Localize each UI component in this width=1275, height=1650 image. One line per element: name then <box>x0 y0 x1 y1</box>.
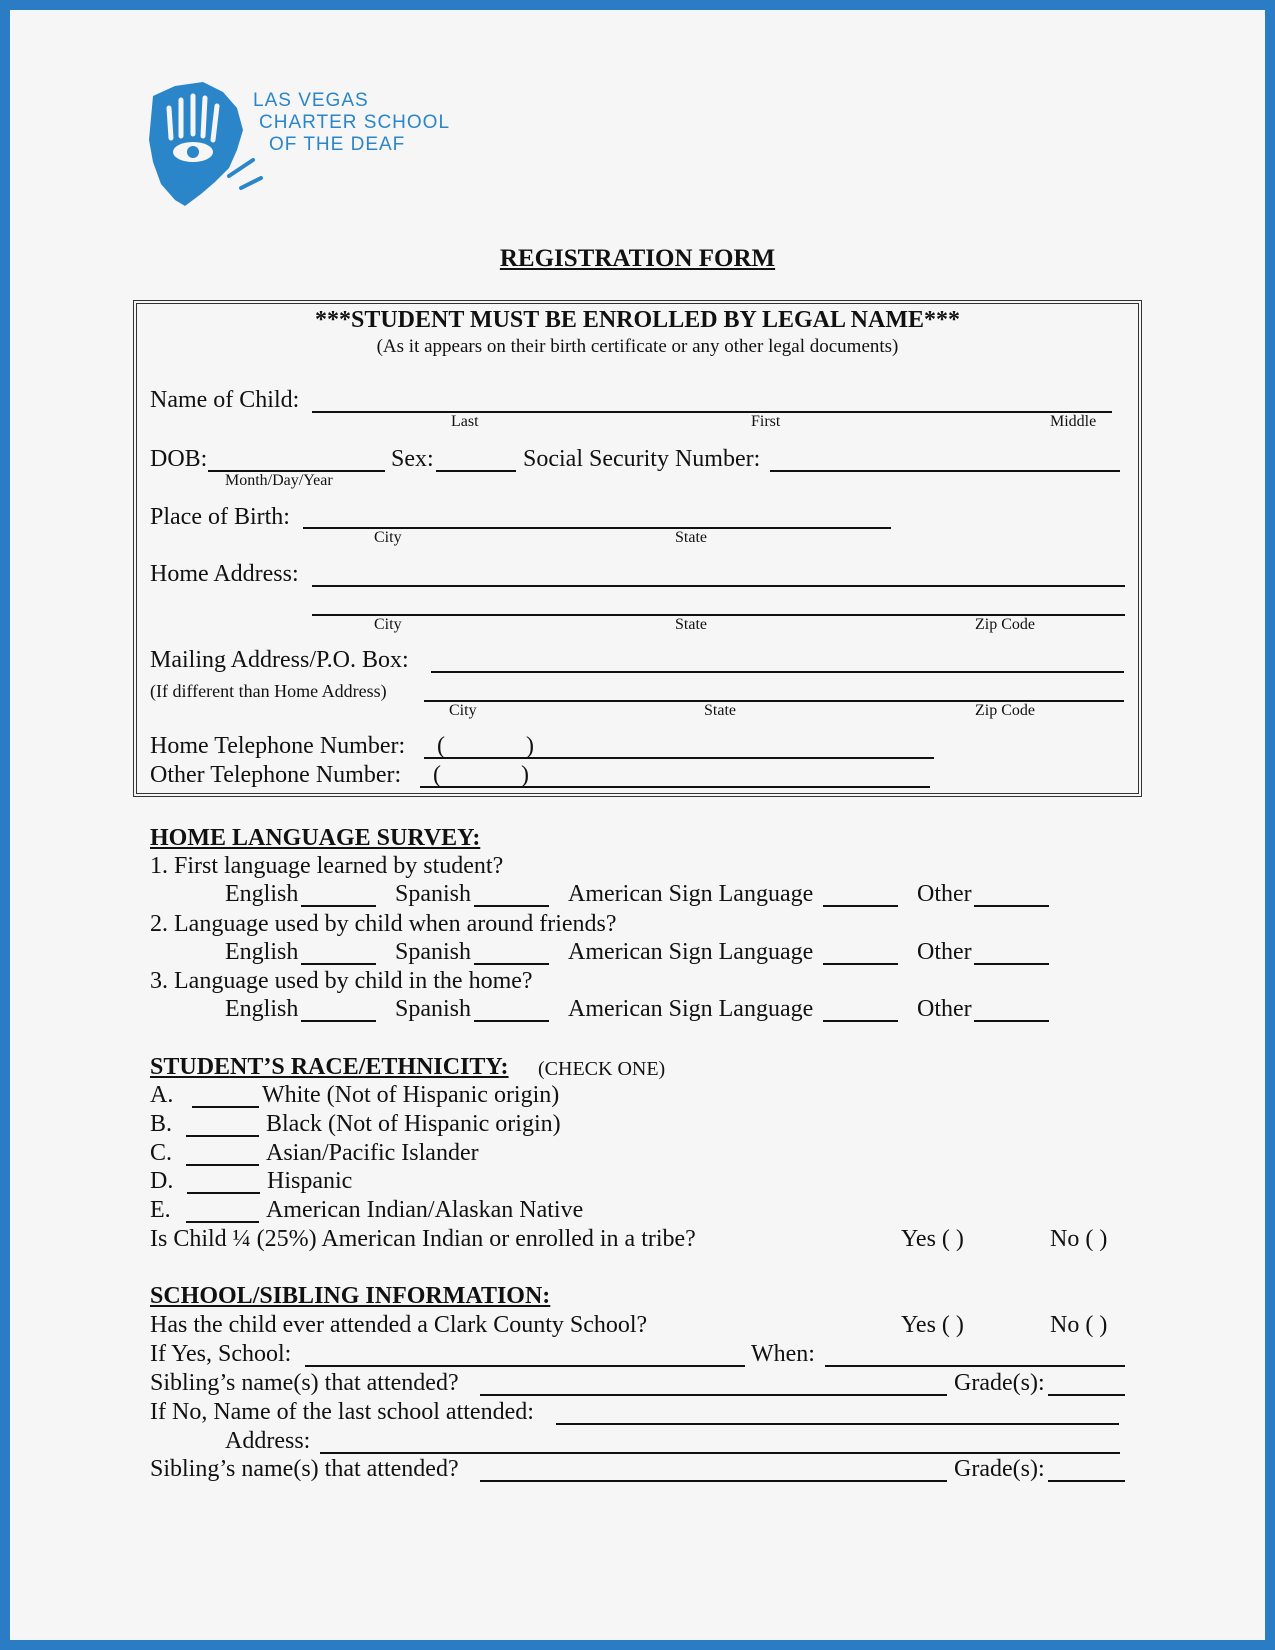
logo-line-2: CHARTER SCHOOL <box>259 112 451 133</box>
race-letter-a: A. <box>150 1082 174 1108</box>
logo-line-3: OF THE DEAF <box>269 134 406 155</box>
if-no-school-label: If No, Name of the last school attended: <box>150 1399 534 1425</box>
mailing-note: (If different than Home Address) <box>150 681 387 701</box>
last-caption: Last <box>451 413 479 430</box>
q1-spanish-blank[interactable] <box>474 905 549 907</box>
other-phone-paren-close: ) <box>521 762 529 788</box>
sibling-label-2: Sibling’s name(s) that attended? <box>150 1456 459 1482</box>
tribe-yes-option[interactable]: Yes ( ) <box>901 1226 964 1252</box>
q2-spanish-blank[interactable] <box>474 963 549 965</box>
logo-line-1: LAS VEGAS <box>253 90 369 111</box>
race-option-e-blank[interactable] <box>186 1221 259 1223</box>
tribe-question: Is Child ¼ (25%) American Indian or enrolled in a tribe? <box>150 1226 696 1252</box>
middle-caption: Middle <box>1050 413 1097 430</box>
pob-city-caption: City <box>374 529 402 546</box>
ssn-field[interactable] <box>770 470 1120 472</box>
q1-asl-label: American Sign Language <box>568 881 814 907</box>
home-state-caption: State <box>675 616 707 633</box>
place-of-birth-label: Place of Birth: <box>150 504 290 530</box>
first-caption: First <box>751 413 781 430</box>
race-option-d-blank[interactable] <box>187 1192 260 1194</box>
school-sibling-heading: SCHOOL/SIBLING INFORMATION: <box>150 1283 551 1309</box>
race-letter-b: B. <box>150 1111 173 1137</box>
clark-yes-option[interactable]: Yes ( ) <box>901 1312 964 1338</box>
q3-asl-blank[interactable] <box>823 1020 898 1022</box>
hand-eye-logo-icon <box>145 78 265 218</box>
if-yes-school-label: If Yes, School: <box>150 1341 292 1367</box>
race-heading: STUDENT’S RACE/ETHNICITY: <box>150 1054 509 1080</box>
home-phone-field[interactable] <box>424 757 934 759</box>
name-of-child-label: Name of Child: <box>150 387 300 413</box>
address-label: Address: <box>225 1428 311 1454</box>
mailing-address-label: Mailing Address/P.O. Box: <box>150 647 409 673</box>
language-question-3: 3. Language used by child in the home? <box>150 968 533 994</box>
q2-english-label: English <box>225 939 299 965</box>
tribe-no-option[interactable]: No ( ) <box>1050 1226 1108 1252</box>
q2-other-label: Other <box>917 939 972 965</box>
language-survey-heading: HOME LANGUAGE SURVEY: <box>150 825 481 851</box>
if-yes-school-field[interactable] <box>305 1365 745 1367</box>
q3-spanish-label: Spanish <box>395 996 472 1022</box>
q3-english-blank[interactable] <box>301 1020 376 1022</box>
q2-spanish-label: Spanish <box>395 939 472 965</box>
form-title: REGISTRATION FORM <box>499 245 776 272</box>
grades-label-2: Grade(s): <box>954 1456 1045 1482</box>
mail-state-caption: State <box>704 702 736 719</box>
race-letter-e: E. <box>150 1197 171 1223</box>
q1-asl-blank[interactable] <box>823 905 898 907</box>
q3-other-label: Other <box>917 996 972 1022</box>
if-no-school-field[interactable] <box>556 1423 1119 1425</box>
q3-english-label: English <box>225 996 299 1022</box>
q1-other-label: Other <box>917 881 972 907</box>
clark-no-option[interactable]: No ( ) <box>1050 1312 1108 1338</box>
race-letter-c: C. <box>150 1140 173 1166</box>
when-field[interactable] <box>825 1365 1125 1367</box>
legal-name-notice: ***STUDENT MUST BE ENROLLED BY LEGAL NAME*** <box>314 307 961 333</box>
home-zip-caption: Zip Code <box>975 616 1035 633</box>
other-phone-field[interactable] <box>420 786 930 788</box>
race-option-d: Hispanic <box>267 1168 353 1194</box>
ssn-label: Social Security Number: <box>523 446 761 472</box>
home-phone-paren-open: ( <box>437 733 445 759</box>
grades-field-2[interactable] <box>1048 1480 1125 1482</box>
race-option-b: Black (Not of Hispanic origin) <box>266 1111 561 1137</box>
race-option-a: White (Not of Hispanic origin) <box>262 1082 560 1108</box>
home-phone-label: Home Telephone Number: <box>150 733 406 759</box>
name-of-child-field[interactable] <box>312 411 1112 413</box>
mail-city-caption: City <box>449 702 477 719</box>
other-phone-label: Other Telephone Number: <box>150 762 402 788</box>
grades-label-1: Grade(s): <box>954 1370 1045 1396</box>
q2-other-blank[interactable] <box>974 963 1049 965</box>
q1-english-blank[interactable] <box>301 905 376 907</box>
race-option-a-blank[interactable] <box>192 1106 259 1108</box>
other-phone-paren-open: ( <box>433 762 441 788</box>
q2-asl-label: American Sign Language <box>568 939 814 965</box>
sibling-field-2[interactable] <box>480 1480 947 1482</box>
sex-label: Sex: <box>391 446 434 472</box>
grades-field-1[interactable] <box>1048 1394 1125 1396</box>
home-phone-paren-close: ) <box>526 733 534 759</box>
language-question-2: 2. Language used by child when around friends? <box>150 911 617 937</box>
q1-spanish-label: Spanish <box>395 881 472 907</box>
check-one-note: (CHECK ONE) <box>538 1058 666 1080</box>
home-address-field[interactable] <box>312 585 1125 587</box>
mailing-address-field[interactable] <box>431 671 1124 673</box>
q3-other-blank[interactable] <box>974 1020 1049 1022</box>
clark-county-question: Has the child ever attended a Clark County School? <box>150 1312 648 1338</box>
when-label: When: <box>751 1341 815 1367</box>
race-letter-d: D. <box>150 1168 174 1194</box>
legal-name-subnotice: (As it appears on their birth certificate or any other legal documents) <box>376 336 899 357</box>
address-field[interactable] <box>320 1452 1120 1454</box>
q2-english-blank[interactable] <box>301 963 376 965</box>
q2-asl-blank[interactable] <box>823 963 898 965</box>
home-address-label: Home Address: <box>150 561 299 587</box>
q3-asl-label: American Sign Language <box>568 996 814 1022</box>
race-option-e: American Indian/Alaskan Native <box>266 1197 584 1223</box>
q1-english-label: English <box>225 881 299 907</box>
sex-field[interactable] <box>436 470 516 472</box>
language-question-1: 1. First language learned by student? <box>150 853 504 879</box>
dob-label: DOB: <box>150 446 208 472</box>
q3-spanish-blank[interactable] <box>474 1020 549 1022</box>
q1-other-blank[interactable] <box>974 905 1049 907</box>
sibling-field-1[interactable] <box>480 1394 947 1396</box>
race-option-c-blank[interactable] <box>186 1164 259 1166</box>
sibling-label-1: Sibling’s name(s) that attended? <box>150 1370 459 1396</box>
race-option-c: Asian/Pacific Islander <box>266 1140 479 1166</box>
dob-format-caption: Month/Day/Year <box>225 472 333 489</box>
student-info-box <box>136 303 1139 794</box>
home-city-caption: City <box>374 616 402 633</box>
mail-zip-caption: Zip Code <box>975 702 1035 719</box>
race-option-b-blank[interactable] <box>186 1135 259 1137</box>
pob-state-caption: State <box>675 529 707 546</box>
school-logo <box>145 78 475 218</box>
